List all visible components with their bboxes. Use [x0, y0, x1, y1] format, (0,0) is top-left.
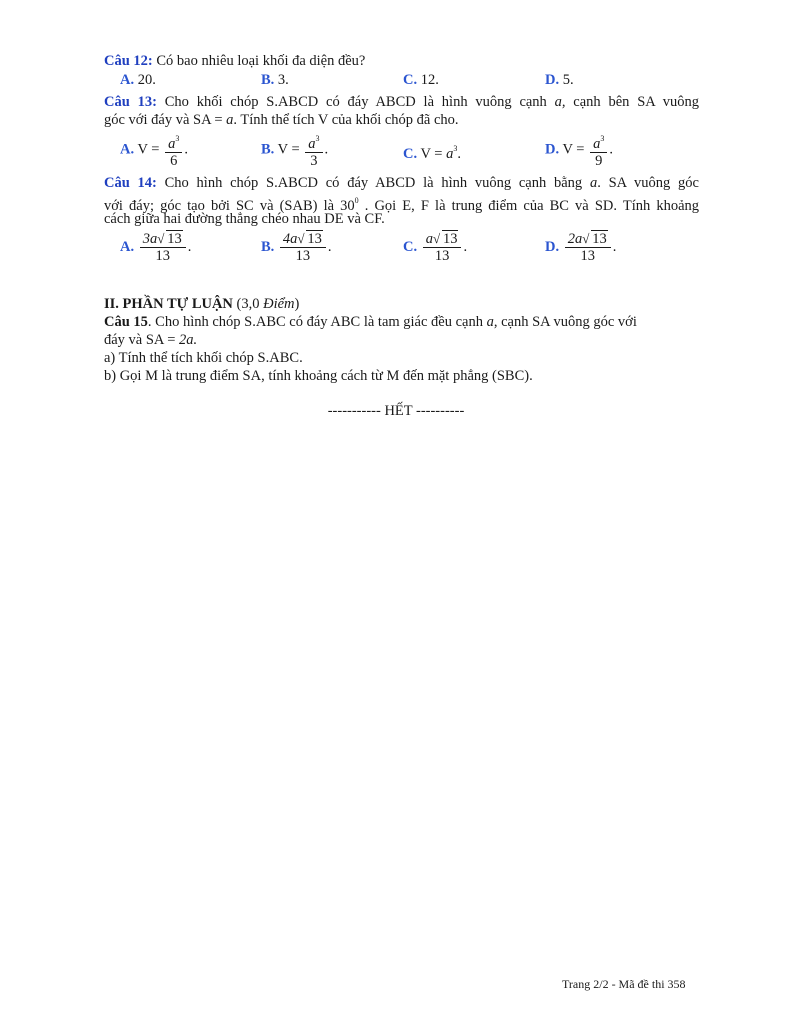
q14-label: Câu 14: [104, 175, 157, 191]
fraction: $\frac{a^3}{6}$ [165, 131, 182, 169]
q13-option-d: D. V = $\frac{a^3}{9}$ . [545, 131, 613, 169]
q15-stem-line1: Câu 15. Cho hình chóp S.ABC có đáy ABC là tam giác đều cạnh a, cạnh SA vuông góc với [104, 314, 637, 330]
fraction: 4a √ 13 13 [280, 231, 326, 264]
end-marker: ----------- HẾT ---------- [327, 403, 465, 419]
q15-stem-line2: đáy và SA = 2a. [104, 332, 198, 348]
q12-stem [104, 52, 365, 70]
q15-label: Câu 15 [104, 314, 148, 330]
fraction: $\frac{a^3}{3}$ [305, 131, 322, 169]
fraction: 2a √ 13 13 [565, 231, 611, 264]
fraction: 3a √ 13 13 [140, 231, 186, 264]
q14-option-c: C. a √ 13 13 . [403, 231, 468, 264]
sqrt-symbol: √ 13 [157, 231, 182, 247]
q14-option-b: B. 4a √ 13 13 . [261, 231, 332, 264]
q13-stem-line1: Câu 13: Cho khối chóp S.ABCD có đáy ABCD là hình vuông cạnh a, cạnh bên SA vuông [104, 94, 699, 110]
q12-option-b: B. 3. [261, 72, 289, 88]
q13-option-a: A. V = $\frac{a^3}{6}$ . [120, 131, 188, 169]
q12-option-c: C. 12. [403, 72, 439, 88]
page-footer: Trang 2/2 - Mã đề thi 358 [562, 977, 686, 991]
q14-option-d: D. 2a √ 13 13 . [545, 231, 617, 264]
sqrt-symbol: √ 13 [297, 231, 322, 247]
q14-stem-line2: với đáy; góc tạo bởi SC và (SAB) là $30^0$ . Gọi E, F là trung điểm của BC và SD. Tính khoảng [104, 196, 700, 214]
fraction: $\frac{a^3}{9}$ [590, 131, 607, 169]
sqrt-symbol: √ 13 [432, 231, 458, 247]
q14-option-a: A. 3a √ 13 13 . [120, 231, 192, 264]
q13-stem-line2: góc với đáy và SA = a. Tính thể tích V của khối chóp đã cho. [104, 112, 459, 128]
q12-option-a: A. 20. [120, 72, 156, 88]
q12-option-d: D. 5. [545, 72, 574, 88]
q14-stem-line1: Câu 14: Cho hình chóp S.ABCD có đáy ABCD là hình vuông cạnh bằng a. SA vuông góc [104, 175, 699, 191]
q13-option-c: C. $V = a^3$. [403, 144, 461, 162]
q14-stem-line3: cách giữa hai đường thẳng chéo nhau DE và CF. [104, 211, 385, 227]
q13-label: Câu 13: [104, 94, 157, 110]
q15-part-b: b) Gọi M là trung điểm SA, tính khoảng cách từ M đến mặt phẳng (SBC). [104, 368, 533, 384]
part2-heading: II. PHẦN TỰ LUẬN (3,0 Điểm) [104, 296, 300, 312]
q15-part-a: a) Tính thể tích khối chóp S.ABC. [104, 350, 303, 366]
sqrt-symbol: √ 13 [582, 231, 607, 247]
q12-text: Có bao nhiêu loại khối đa diện đều? [152, 53, 366, 69]
q12-label: Câu 12: [104, 53, 153, 69]
fraction: a √ 13 13 [423, 231, 462, 264]
q13-option-b: B. V = $\frac{a^3}{3}$ . [261, 131, 328, 169]
